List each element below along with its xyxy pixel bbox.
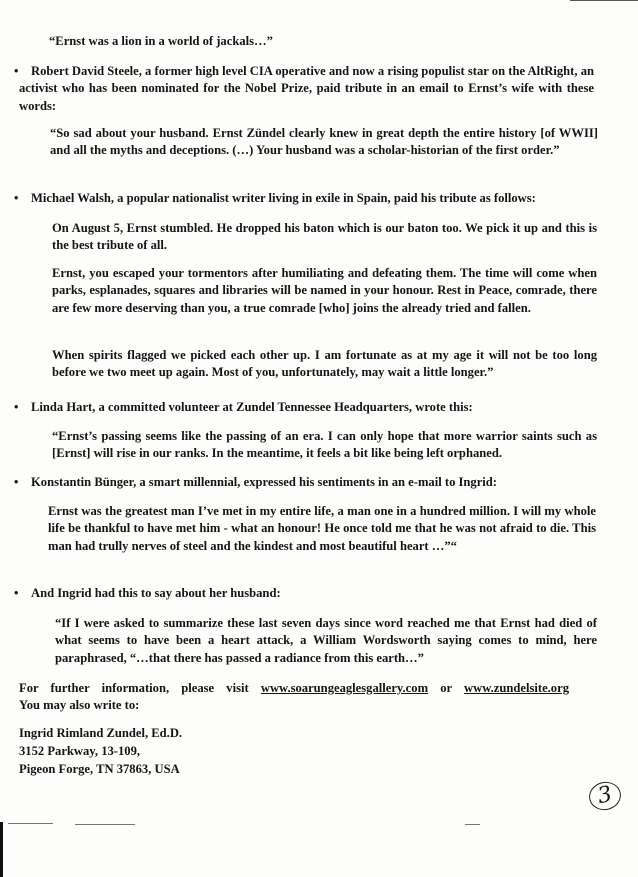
- address-street: 3152 Parkway, 13-109,: [19, 744, 141, 758]
- tribute-intro-hart: Linda Hart, a committed volunteer at Zundel Tennessee Headquarters, wrote this:: [31, 400, 473, 414]
- tribute-intro-bunger: Konstantin Bünger, a smart millennial, expressed his sentiments in an e-mail to Ingrid:: [31, 475, 498, 489]
- tribute-quote-walsh-1: On August 5, Ernst stumbled. He dropped his baton which is our baton too. We pick it up and this is the best tribute of all.: [52, 221, 597, 253]
- tribute-intro-walsh: Michael Walsh, a popular nationalist writer living in exile in Spain, paid his tribute as follows:: [31, 191, 536, 205]
- scan-mark: [75, 824, 135, 825]
- tribute-quote-ingrid: “If I were asked to summarize these last seven days since word reached me that Ernst had died of what seems to have been a heart attack, a William Wordsworth saying comes to mind, here paraphrased, “…that there has passed a radiance from this earth…”: [55, 616, 597, 665]
- page-number-circle: 3: [586, 779, 623, 813]
- footer-text-after: You may also write to:: [19, 698, 140, 713]
- tribute-quote-steele: “So sad about your husband. Ernst Zündel clearly knew in great depth the entire history [of WWII] and all the myths and deceptions. (…) Your husband was a scholar-historian of the first order.”: [50, 126, 598, 158]
- tribute-quote-walsh-2: Ernst, you escaped your tormentors after humiliating and defeating them. The time will come when parks, esplanades, squares and libraries will be named in your honour. Rest in Peace, comrade, there are few more deserving than you, a true comrade [who] joins the already tried and fallen.: [52, 266, 597, 315]
- footer-text-or: or: [428, 681, 465, 695]
- footer-write-to: [19, 680, 589, 715]
- address-city: Pigeon Forge, TN 37863, USA: [19, 762, 180, 776]
- bullet-ingrid: •: [14, 586, 19, 600]
- scan-edge-rule: [570, 0, 638, 1]
- tribute-quote-hart: “Ernst’s passing seems like the passing of an era. I can only hope that more warrior saints such as [Ernst] will rise in our ranks. In the meantime, it feels a bit like being left orphaned.: [52, 429, 597, 461]
- tribute-quote-bunger: Ernst was the greatest man I’ve met in my entire life, a man one in a hundred million. I will my whole life be thankful to have met him - what an honour! He once told me that he was not afraid to die. This man had trully nerves of steel and the kindest and most beautiful heart …”“: [48, 504, 596, 553]
- opening-quote: “Ernst was a lion in a world of jackals…”: [49, 34, 273, 48]
- bullet-bunger: •: [14, 475, 19, 489]
- bullet-steele: •: [14, 64, 19, 78]
- bullet-walsh: •: [14, 191, 19, 205]
- scan-left-edge: [0, 822, 3, 877]
- bullet-hart: •: [14, 400, 19, 414]
- tribute-intro-ingrid: And Ingrid had this to say about her husband:: [31, 586, 281, 600]
- link-soarungeaglesgallery[interactable]: www.soarungeaglesgallery.com: [260, 681, 429, 695]
- tribute-intro-steele: Robert David Steele, a former high level CIA operative and now a rising populist star on the AltRight, an activist who has been nominated for the Nobel Prize, paid tribute in an email to Ernst’s wife with these words:: [19, 64, 594, 113]
- scan-mark: [465, 824, 480, 825]
- scan-mark: [8, 823, 53, 824]
- address-name: Ingrid Rimland Zundel, Ed.D.: [19, 726, 183, 740]
- link-zundelsite[interactable]: www.zundelsite.org: [464, 681, 569, 695]
- footer-text-before: For further information, please visit: [19, 681, 261, 695]
- tribute-quote-walsh-3: When spirits flagged we picked each other up. I am fortunate as at my age it will not be too long before we two meet up again. Most of you, unfortunately, may wait a little longer.”: [52, 348, 597, 380]
